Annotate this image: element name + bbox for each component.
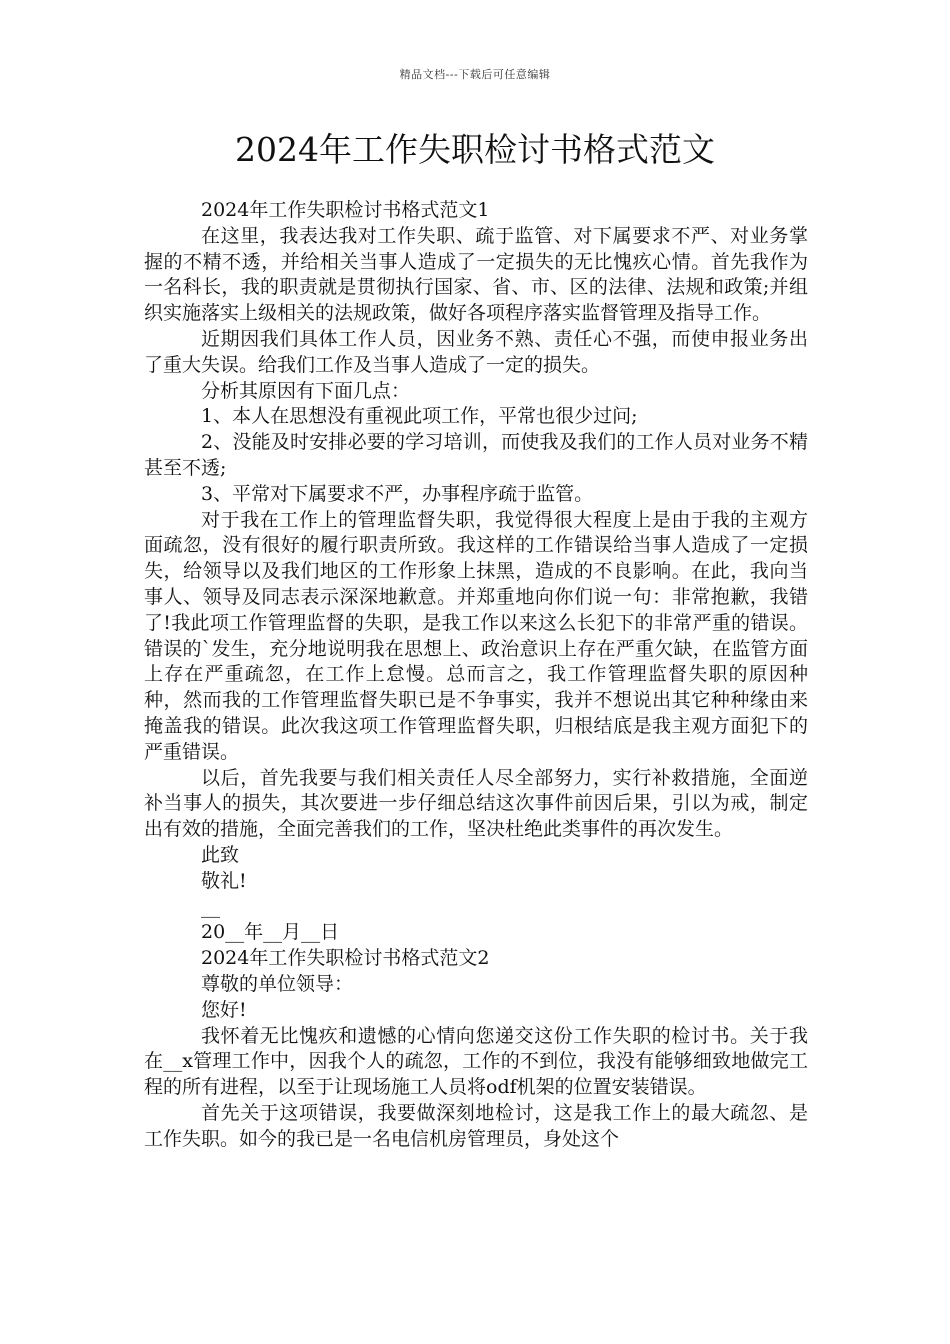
paragraph: 对于我在工作上的管理监督失职，我觉得很大程度上是由于我的主观方面疏忽，没有很好的履行职责所致。我这样的工作错误给当事人造成了一定损失，给领导以及我们地区的工作形象上抹黑，造成的不良影响。在此，我向当事人、领导及同志表示深深地歉意。并郑重地向你们说一句：非常抱歉，我错了!我此项工作管理监督的失职，是我工作以来这么长犯下的非常严重的错误。错误的`发生，充分地说明我在思想上、政治意识上存在严重欠缺，在监管方面上存在严重疏忽，在工作上怠慢。总而言之，我工作管理监督失职的原因种种，然而我的工作管理监督失职已是不争事实，我并不想说出其它种种缘由来掩盖我的错误。此次我这项工作管理监督失职，归根结底是我主观方面犯下的严重错误。 bbox=[144, 508, 808, 763]
date-line: 20__年__月__日 bbox=[201, 921, 340, 944]
list-item: 3、平常对下属要求不严，办事程序疏于监管。 bbox=[201, 482, 594, 505]
header-note: 精品文档---下载后可任意编辑 bbox=[399, 68, 551, 81]
signature-line: __ bbox=[201, 895, 220, 918]
paragraph: 我怀着无比愧疚和遗憾的心情向您递交这份工作失职的检讨书。关于我在__x管理工作中，因我个人的疏忽，工作的不到位，我没有能够细致地做完工程的所有进程，以至于让现场施工人员将odf机架的位置安装错误。 bbox=[144, 1024, 808, 1099]
paragraph: 首先关于这项错误，我要做深刻地检讨，这是我工作上的最大疏忽、是工作失职。如今的我已是一名电信机房管理员，身处这个 bbox=[144, 1101, 808, 1150]
greeting: 您好! bbox=[201, 998, 247, 1021]
document-title: 2024年工作失职检讨书格式范文 bbox=[235, 130, 715, 169]
paragraph: 以后，首先我要与我们相关责任人尽全部努力，实行补救措施，全面逆补当事人的损失，其次要进一步仔细总结这次事件前因后果，引以为戒，制定出有效的措施，全面完善我们的工作，坚决杜绝此类事件的再次发生。 bbox=[144, 766, 808, 841]
closing-salutation: 此致 bbox=[201, 843, 240, 866]
section-heading-2: 2024年工作失职检讨书格式范文2 bbox=[201, 947, 490, 970]
closing-regards: 敬礼! bbox=[201, 869, 247, 892]
paragraph: 分析其原因有下面几点： bbox=[201, 379, 411, 402]
document-body bbox=[144, 198, 808, 1152]
paragraph: 在这里，我表达我对工作失职、疏于监管、对下属要求不严、对业务掌握的不精不透，并给相关当事人造成了一定损失的无比愧疚心情。首先我作为一名科长，我的职责就是贯彻执行国家、省、市、区的法律、法规和政策;并组织实施落实上级相关的法规政策，做好各项程序落实监督管理及指导工作。 bbox=[144, 224, 808, 325]
paragraph: 近期因我们具体工作人员，因业务不熟、责任心不强，而使申报业务出了重大失误。给我们工作及当事人造成了一定的损失。 bbox=[144, 327, 808, 376]
list-item: 2、没能及时安排必要的学习培训，而使我及我们的工作人员对业务不精甚至不透; bbox=[144, 431, 808, 479]
greeting: 尊敬的单位领导： bbox=[201, 972, 354, 995]
section-heading-1: 2024年工作失职检讨书格式范文1 bbox=[201, 199, 490, 221]
list-item: 1、本人在思想没有重视此项工作，平常也很少过问; bbox=[201, 405, 638, 428]
